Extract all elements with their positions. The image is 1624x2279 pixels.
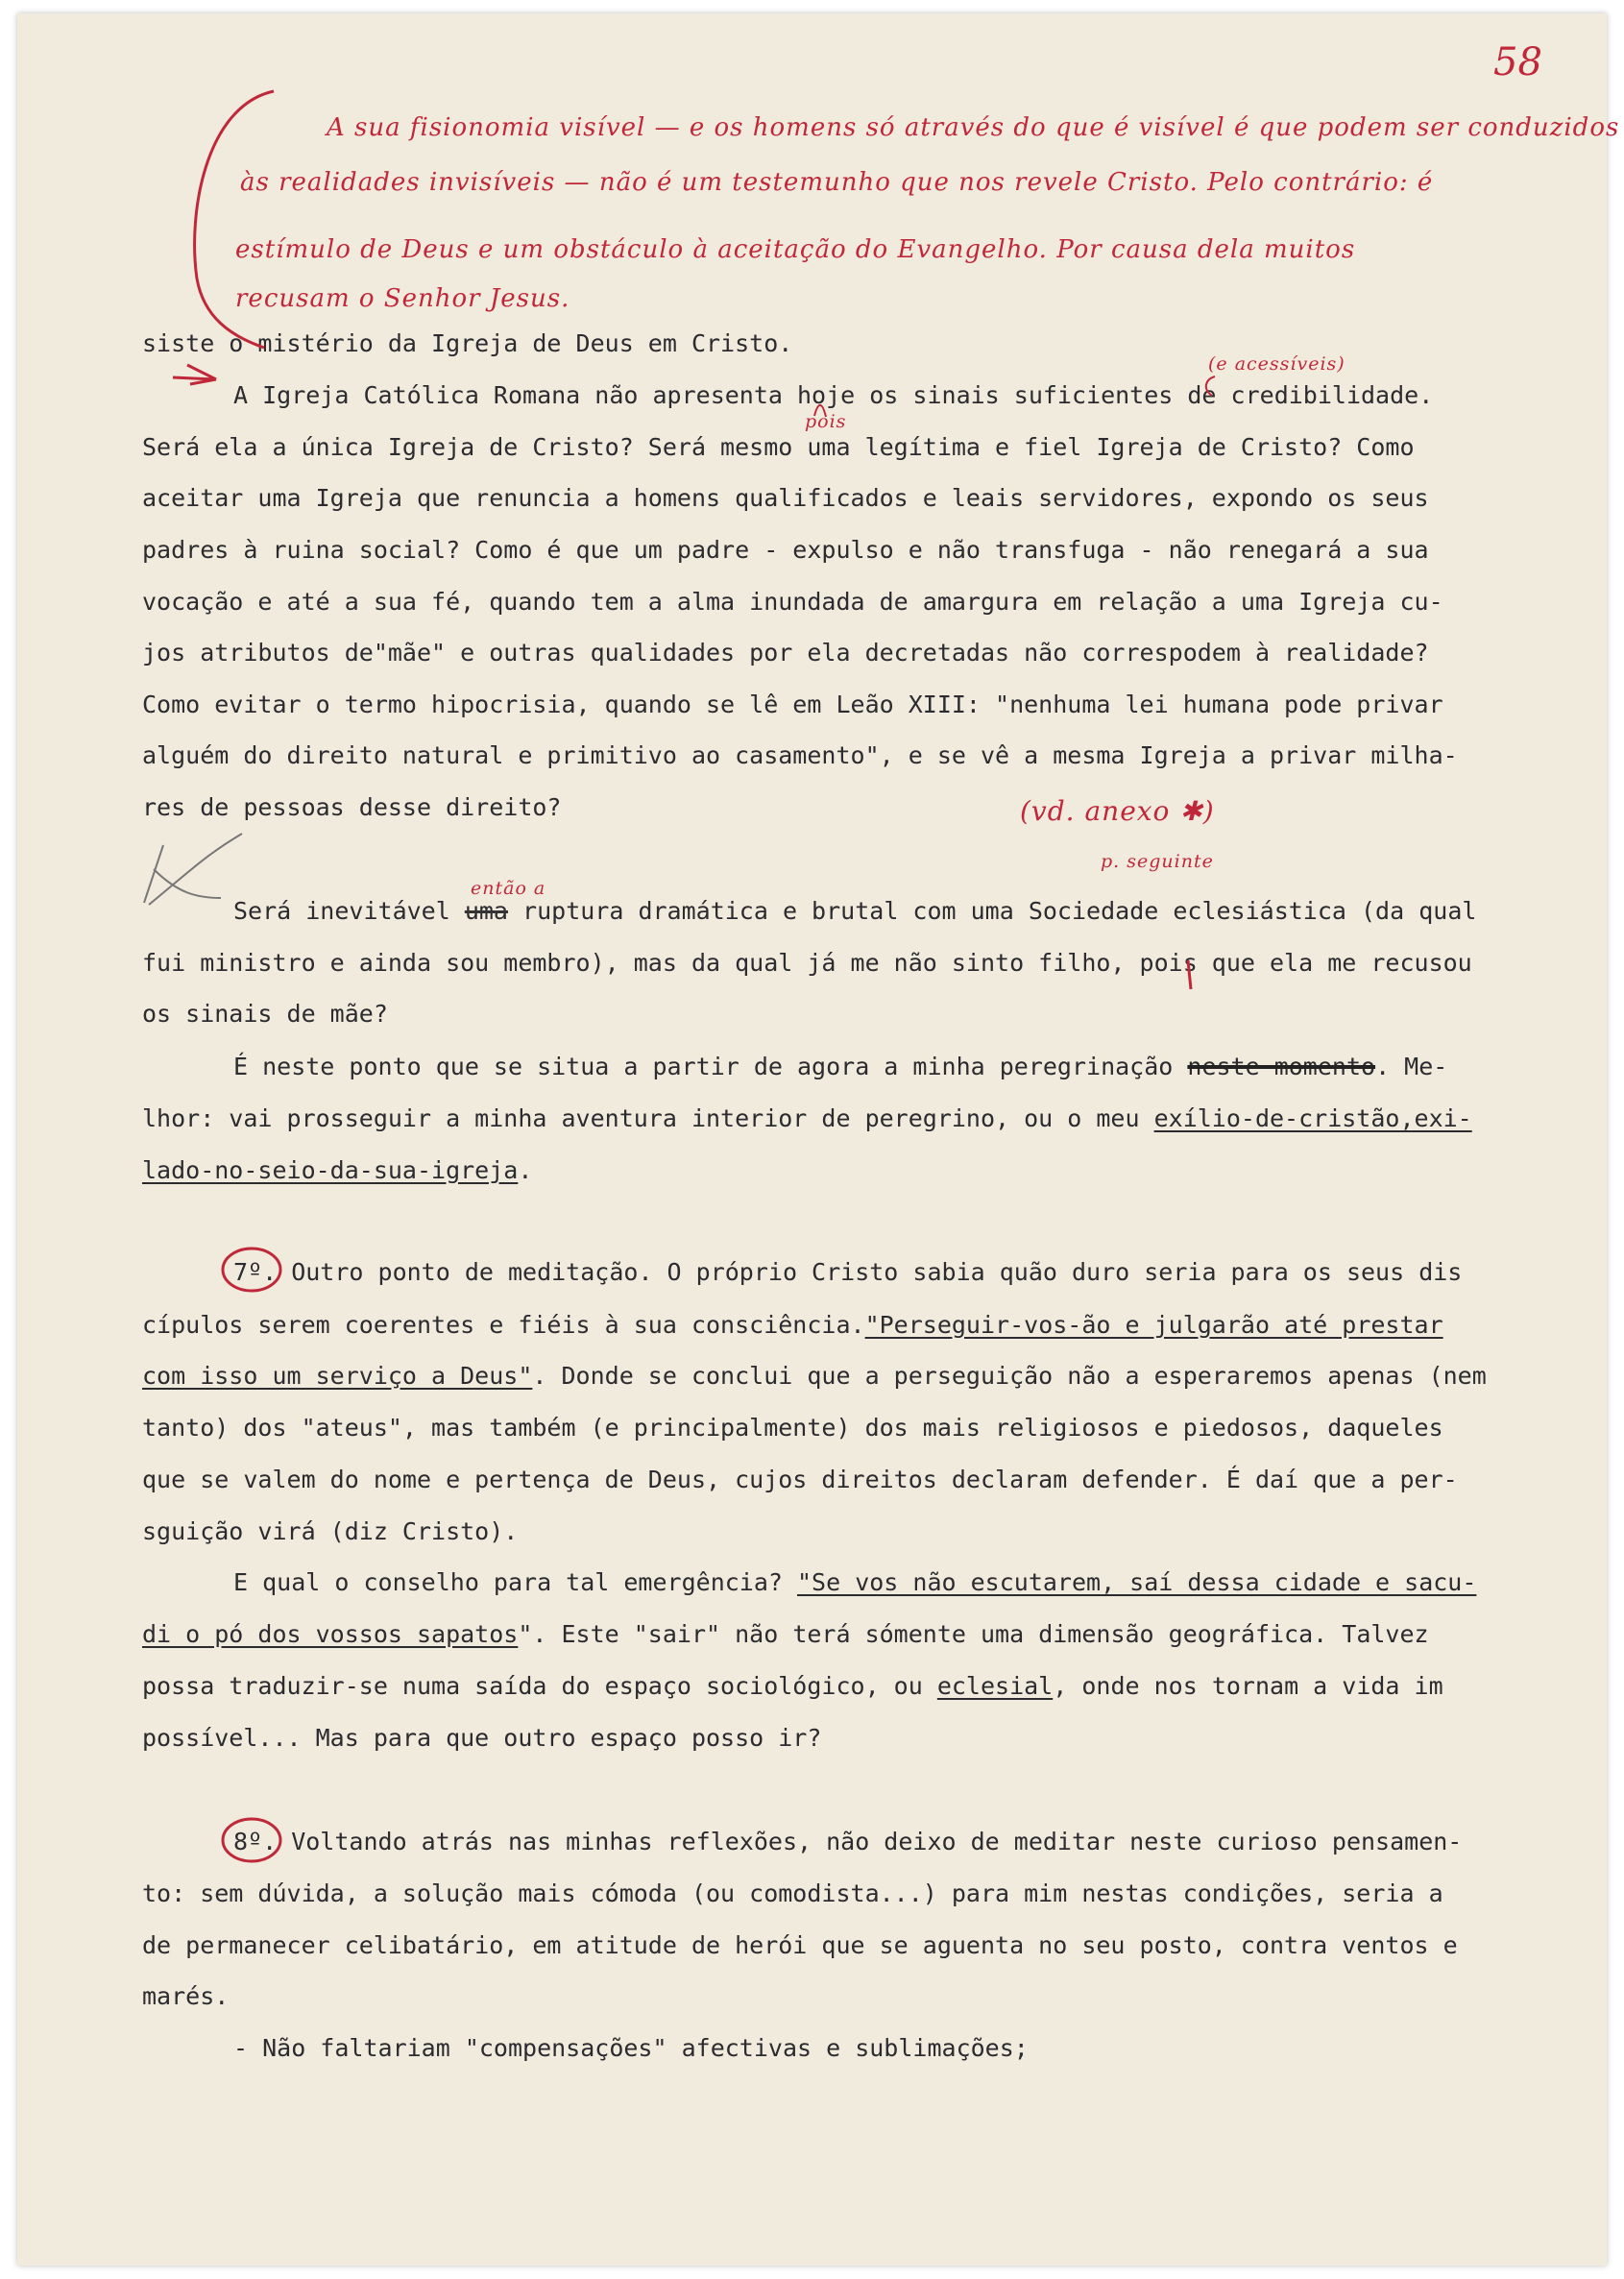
text-line: lado-no-seio-da-sua-igreja. xyxy=(142,1156,533,1184)
correction-mark-pois xyxy=(1188,960,1191,989)
text-line: que se valem do nome e pertença de Deus, cujos direitos declaram defender. É daí que a per- xyxy=(142,1466,1458,1493)
quote-underlined: com isso um serviço a Deus" xyxy=(142,1362,533,1390)
handwritten-note-line-3: estímulo de Deus e um obstáculo à aceitação do Evangelho. Por causa dela muitos xyxy=(235,235,1356,264)
text-line: marés. xyxy=(142,1982,230,2010)
text-line: possível... Mas para que outro espaço posso ir? xyxy=(142,1724,822,1752)
section-number-7: 7º. xyxy=(233,1258,278,1286)
circle-section-8 xyxy=(223,1819,280,1861)
text-line: A Igreja Católica Romana não apresenta hoje os sinais suficientes de credibilidade. xyxy=(233,381,1434,409)
annotation-vd-anexo: (vd. anexo ✱) xyxy=(1020,795,1215,827)
text-line: aceitar uma Igreja que renuncia a homens qualificados e leais servidores, expondo os seus xyxy=(142,484,1429,512)
text-line: os sinais de mãe? xyxy=(142,1000,388,1028)
text-line: Será ela a única Igreja de Cristo? Será mesmo uma legítima e fiel Igreja de Cristo? Como xyxy=(142,433,1415,461)
text-line: res de pessoas desse direito? xyxy=(142,793,562,821)
text-line: E qual o conselho para tal emergência? "Se vos não escutarem, saí dessa cidade e sacu- xyxy=(233,1568,1477,1596)
struck-phrase: neste momento xyxy=(1187,1053,1376,1080)
text-line: - Não faltariam "compensações" afectivas e sublimações; xyxy=(233,2034,1029,2062)
underlined-phrase: exílio-de-cristão,exi- xyxy=(1153,1104,1472,1132)
text-line: lhor: vai prosseguir a minha aventura interior de peregrino, ou o meu exílio-de-cristão,exi- xyxy=(142,1104,1472,1132)
text-line: jos atributos de"mãe" e outras qualidades por ela decretadas não correspodem à realidade? xyxy=(142,639,1429,667)
text-line: siste o mistério da Igreja de Deus em Cristo. xyxy=(142,329,793,357)
text-line: de permanecer celibatário, em atitude de herói que se aguenta no seu posto, contra ventos e xyxy=(142,1931,1458,1959)
annotation-e-acessiveis: (e acessíveis) xyxy=(1208,353,1345,375)
insertion-bracket xyxy=(195,91,274,348)
annotation-entao-a: então a xyxy=(471,878,546,899)
circle-section-7 xyxy=(223,1249,280,1291)
text-line: sguição virá (diz Cristo). xyxy=(142,1517,519,1545)
text-line: com isso um serviço a Deus". Donde se conclui que a perseguição não a esperaremos apenas (nem xyxy=(142,1362,1487,1390)
quote-underlined: "Se vos não escutarem, saí dessa cidade e sacu- xyxy=(797,1568,1477,1596)
struck-word: uma xyxy=(464,897,508,925)
text-line: vocação e até a sua fé, quando tem a alma inundada de amargura em relação a uma Igreja cu- xyxy=(142,588,1443,616)
quote-underlined: "Perseguir-vos-ão e julgarão até prestar xyxy=(864,1311,1443,1339)
caret-pois xyxy=(814,405,826,417)
text-line: Como evitar o termo hipocrisia, quando se lê em Leão XIII: "nenhuma lei humana pode privar xyxy=(142,691,1443,718)
annotation-pois: pois xyxy=(805,411,847,432)
text-line: to: sem dúvida, a solução mais cómoda (ou comodista...) para mim nestas condições, seria a xyxy=(142,1879,1443,1907)
text-line: É neste ponto que se situa a partir de agora a minha peregrinação neste momento. Me- xyxy=(233,1053,1448,1080)
text-line: tanto) dos "ateus", mas também (e principalmente) dos mais religiosos e piedosos, daqueles xyxy=(142,1414,1443,1442)
caret-acessiveis xyxy=(1206,376,1215,396)
quote-underlined: di o pó dos vossos sapatos xyxy=(142,1620,519,1648)
section-8-line: 8º. Voltando atrás nas minhas reflexões, não deixo de meditar neste curioso pensamen- xyxy=(233,1828,1463,1855)
handwritten-note-line-1: A sua fisionomia visível — e os homens só através do que é visível é que podem ser conduzidos xyxy=(327,113,1620,142)
underlined-word: eclesial xyxy=(936,1672,1054,1700)
insertion-arrow xyxy=(173,365,216,384)
text-line: possa traduzir-se numa saída do espaço sociológico, ou eclesial, onde nos tornam a vida im xyxy=(142,1672,1443,1700)
annotation-p-seguinte: p. seguinte xyxy=(1101,851,1214,872)
pencil-cross-mark xyxy=(144,834,242,905)
text-line: cípulos serem coerentes e fiéis à sua consciência."Perseguir-vos-ão e julgarão até prestar xyxy=(142,1311,1443,1339)
text-line: alguém do direito natural e primitivo ao casamento", e se vê a mesma Igreja a privar milha- xyxy=(142,741,1458,769)
underlined-phrase: lado-no-seio-da-sua-igreja xyxy=(142,1156,519,1184)
section-7-line: 7º. Outro ponto de meditação. O próprio Cristo sabia quão duro seria para os seus dis xyxy=(233,1258,1463,1286)
text-line: padres à ruina social? Como é que um padre - expulso e não transfuga - não renegará a sua xyxy=(142,536,1429,564)
text-line: Será inevitável uma ruptura dramática e brutal com uma Sociedade eclesiástica (da qual xyxy=(233,897,1477,925)
section-number-8: 8º. xyxy=(233,1828,278,1855)
page-number: 58 xyxy=(1493,40,1542,85)
text-line: fui ministro e ainda sou membro), mas da qual já me não sinto filho, pois que ela me recusou xyxy=(142,949,1472,977)
handwritten-note-line-4: recusam o Senhor Jesus. xyxy=(235,284,570,313)
text-line: di o pó dos vossos sapatos". Este "sair" não terá sómente uma dimensão geográfica. Talvez xyxy=(142,1620,1429,1648)
handwritten-note-line-2: às realidades invisíveis — não é um testemunho que nos revele Cristo. Pelo contrário: é xyxy=(240,168,1434,197)
